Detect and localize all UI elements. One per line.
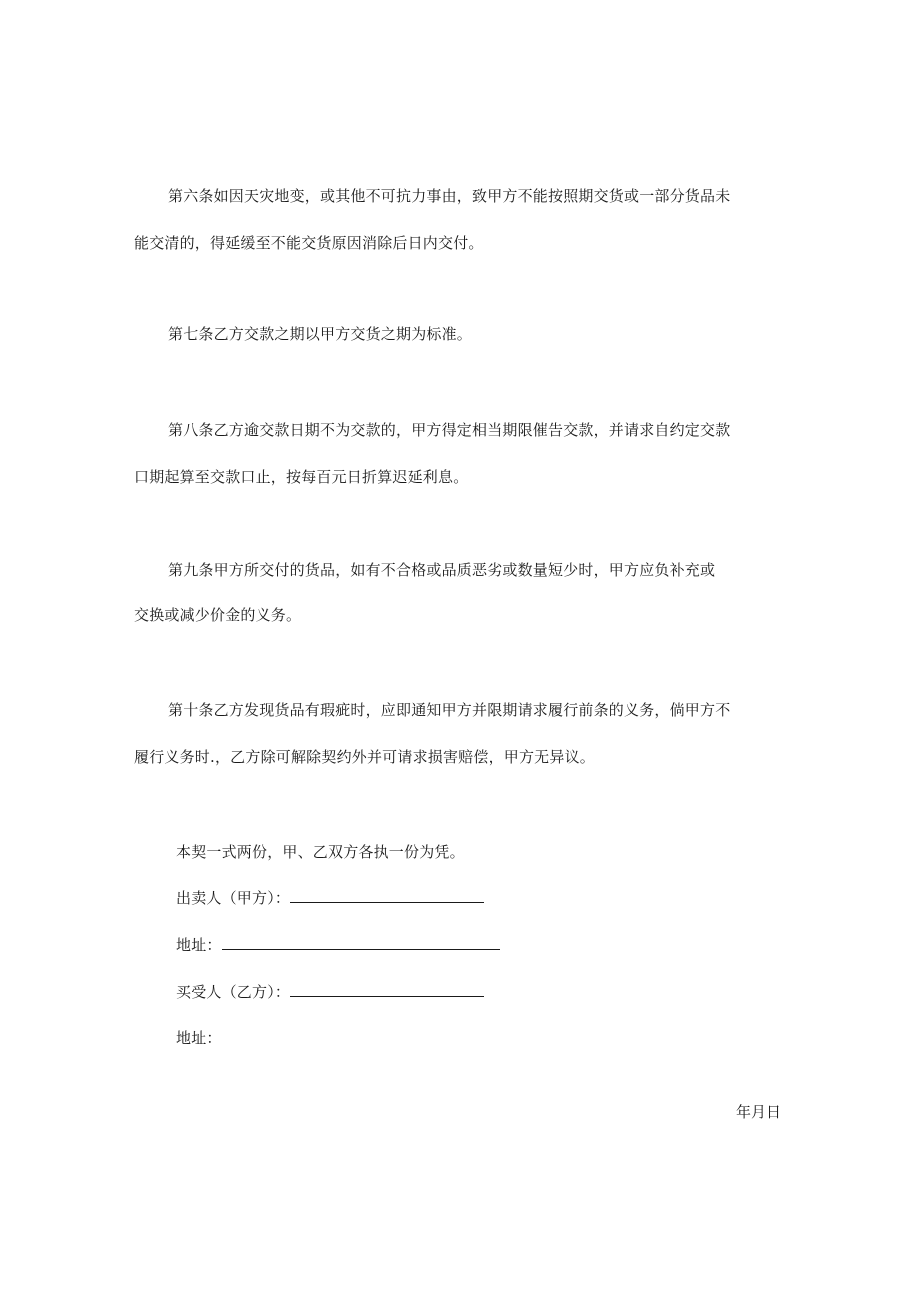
article-6-line-2: 能交清的，得延缓至不能交货原因消除后日内交付。 [134,234,484,252]
article-7-line-1: 第七条乙方交款之期以甲方交货之期为标准。 [168,325,473,343]
seller-label: 出卖人（甲方）： [176,889,291,907]
seller-row [176,888,484,908]
buyer-blank-line[interactable] [290,982,484,997]
article-6-line-1: 第六条如因天灾地变，或其他不可抗力事由，致甲方不能按照期交货或一部分货品未 [168,187,731,205]
article-10-line-2: 履行义务时.，乙方除可解除契约外并可请求损害赔偿，甲方无异议。 [134,748,595,766]
buyer-address-label: 地址： [176,1029,222,1047]
seller-blank-line[interactable] [290,888,484,903]
buyer-label: 买受人（乙方）： [176,983,291,1001]
article-8-line-1: 第八条乙方逾交款日期不为交款的，甲方得定相当期限催告交款，并请求自约定交款 [168,421,731,439]
article-9-line-1: 第九条甲方所交付的货品，如有不合格或品质恶劣或数量短少时，甲方应负补充或 [168,561,716,579]
seller-address-label: 地址： [176,936,222,954]
buyer-address-row [176,1028,222,1048]
seller-address-row [176,935,500,955]
article-8-line-2: 口期起算至交款口止，按每百元日折算迟延利息。 [134,468,469,486]
copies-statement: 本契一式两份，甲、乙双方各执一份为凭。 [176,843,465,861]
signing-date: 年月日 [736,1103,782,1121]
article-10-line-1: 第十条乙方发现货品有瑕疵时，应即通知甲方并限期请求履行前条的义务，倘甲方不 [168,701,731,719]
article-9-line-2: 交换或减少价金的义务。 [134,606,302,624]
buyer-row [176,982,484,1002]
seller-address-blank-line[interactable] [222,935,500,950]
